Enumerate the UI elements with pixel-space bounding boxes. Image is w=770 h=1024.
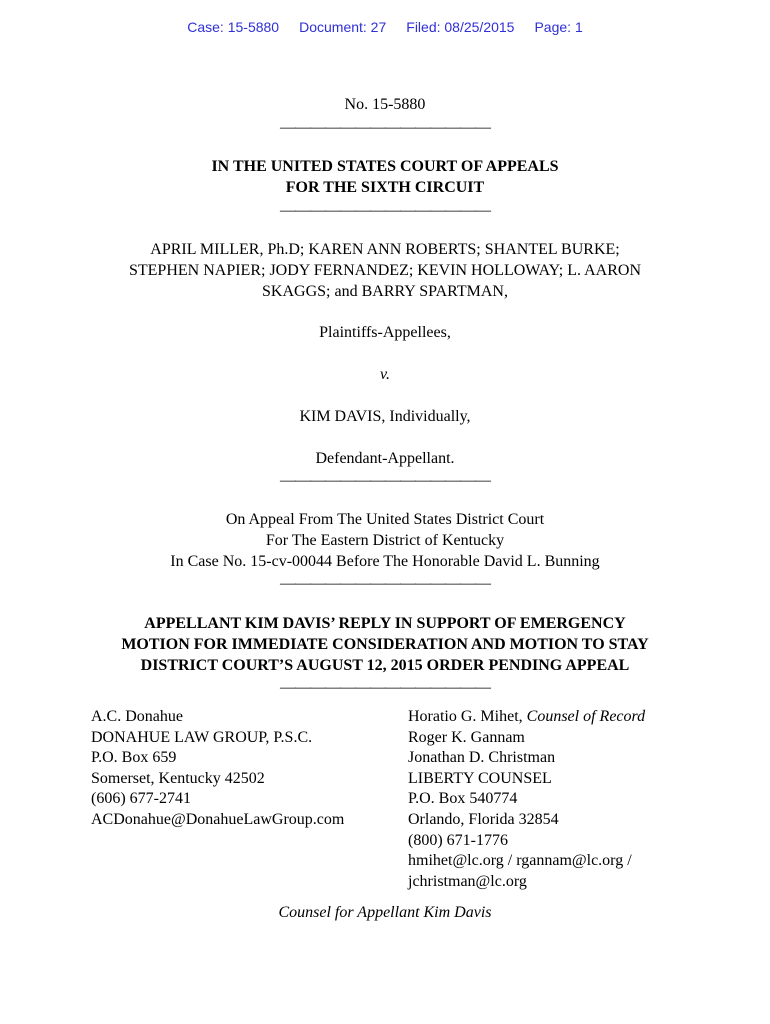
counsel-right-line: Roger K. Gannam bbox=[408, 728, 525, 746]
ecf-header bbox=[0, 17, 770, 38]
appeal-from-line-3: In Case No. 15-cv-00044 Before The Honorable David L. Bunning bbox=[170, 553, 600, 570]
plaintiffs-line-1: APRIL MILLER, Ph.D; KAREN ANN ROBERTS; SHANTEL BURKE; bbox=[150, 241, 620, 258]
document-title-line-2: MOTION FOR IMMEDIATE CONSIDERATION AND MOTION TO STAY bbox=[121, 636, 649, 653]
case-number: No. 15-5880 bbox=[344, 96, 426, 113]
divider-rule: —————————————— bbox=[280, 202, 490, 219]
header-page: Page: 1 bbox=[534, 19, 583, 35]
counsel-right-block bbox=[408, 707, 645, 892]
divider-rule: —————————————— bbox=[280, 119, 490, 136]
plaintiffs-line-3: SKAGGS; and BARRY SPARTMAN, bbox=[262, 283, 508, 300]
counsel-right-line: Jonathan D. Christman bbox=[408, 749, 556, 767]
appeal-from-line-1: On Appeal From The United States District Court bbox=[225, 511, 545, 528]
defendant-name: KIM DAVIS, Individually, bbox=[299, 408, 471, 425]
court-name-line-1: IN THE UNITED STATES COURT OF APPEALS bbox=[211, 158, 559, 175]
versus: v. bbox=[380, 366, 390, 383]
counsel-left-line: DONAHUE LAW GROUP, P.S.C. bbox=[91, 728, 313, 746]
header-document: Document: 27 bbox=[299, 19, 387, 35]
counsel-right-line: (800) 671-1776 bbox=[408, 831, 508, 849]
plaintiffs-role: Plaintiffs-Appellees, bbox=[319, 324, 451, 341]
court-name-line-2: FOR THE SIXTH CIRCUIT bbox=[285, 178, 485, 196]
counsel-right-line: P.O. Box 540774 bbox=[408, 790, 518, 808]
counsel-right-line: LIBERTY COUNSEL bbox=[408, 769, 552, 787]
document-title-line-3: DISTRICT COURT’S AUGUST 12, 2015 ORDER PENDING APPEAL bbox=[140, 657, 630, 674]
counsel-right-line: Orlando, Florida 32854 bbox=[408, 810, 559, 828]
header-case: Case: 15-5880 bbox=[187, 19, 280, 35]
counsel-of-record-name: Horatio G. Mihet, bbox=[408, 708, 523, 725]
counsel-left-block bbox=[91, 707, 344, 831]
divider-rule: —————————————— bbox=[280, 575, 490, 592]
divider-rule: —————————————— bbox=[280, 679, 490, 696]
divider-rule: —————————————— bbox=[280, 472, 490, 489]
counsel-for: Counsel for Appellant Kim Davis bbox=[278, 904, 492, 921]
counsel-of-record-line bbox=[408, 707, 645, 728]
counsel-of-record-role: Counsel of Record bbox=[526, 708, 646, 725]
counsel-right-line: jchristman@lc.org bbox=[408, 872, 527, 890]
counsel-left-line: Somerset, Kentucky 42502 bbox=[91, 769, 265, 787]
document-title-line-1: APPELLANT KIM DAVIS’ REPLY IN SUPPORT OF EMERGENCY bbox=[144, 615, 626, 632]
header-filed: Filed: 08/25/2015 bbox=[406, 19, 515, 35]
defendant-role: Defendant-Appellant. bbox=[315, 450, 455, 467]
counsel-left-line: (606) 677-2741 bbox=[91, 790, 191, 808]
appeal-from-line-2: For The Eastern District of Kentucky bbox=[265, 532, 505, 549]
counsel-right-line: hmihet@lc.org / rgannam@lc.org / bbox=[408, 852, 632, 870]
counsel-left-line: ACDonahue@DonahueLawGroup.com bbox=[91, 810, 345, 828]
counsel-left-line: P.O. Box 659 bbox=[91, 749, 177, 767]
plaintiffs-line-2: STEPHEN NAPIER; JODY FERNANDEZ; KEVIN HOLLOWAY; L. AARON bbox=[128, 262, 641, 279]
counsel-left-line: A.C. Donahue bbox=[91, 708, 183, 725]
